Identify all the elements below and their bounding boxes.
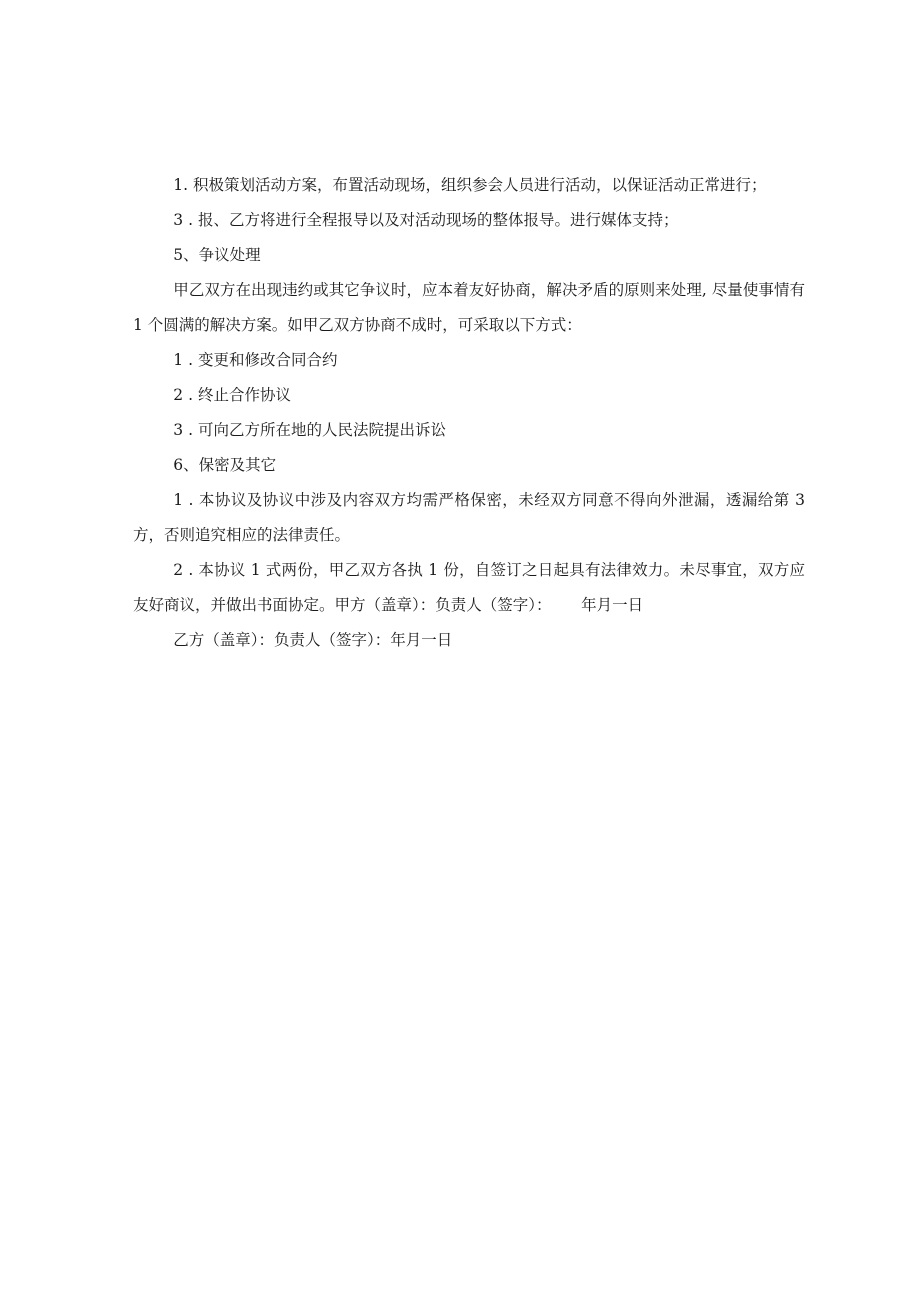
list-item-modify-contract: 1 . 变更和修改合同合约 xyxy=(173,351,338,369)
paragraph-media-report: 3 . 报、乙方将进行全程报导以及对活动现场的整体报导。进行媒体支持； xyxy=(173,211,679,229)
party-b-signature-line: 乙方（盖章）：负责人（签字）：年月一日 xyxy=(173,631,453,649)
section-heading-dispute: 5、争议处理 xyxy=(173,246,261,264)
paragraph-confidentiality: 1 . 本协议及协议中涉及内容双方均需严格保密，未经双方同意不得向外泄漏，透漏给第 3 方，否则追究相应的法律责任。 xyxy=(133,491,805,544)
paragraph-copies-and-party-a-signature: 2 . 本协议 1 式两份，甲乙双方各执 1 份，自签订之日起具有法律效力。未尽事宜，双方应友好商议，并做出书面协定。甲方（盖章）：负责人（签字）： 年月一日 xyxy=(133,561,805,614)
list-item-terminate: 2 . 终止合作协议 xyxy=(173,386,291,404)
paragraph-activity-planning: 1. 积极策划活动方案，布置活动现场，组织参会人员进行活动，以保证活动正常进行； xyxy=(173,176,767,194)
paragraph-dispute-handling: 甲乙双方在出现违约或其它争议时，应本着友好协商，解决矛盾的原则来处理, 尽量使事情有 1 个圆满的解决方案。如甲乙双方协商不成时，可采取以下方式： xyxy=(133,281,805,334)
list-item-lawsuit: 3 . 可向乙方所在地的人民法院提出诉讼 xyxy=(173,421,446,439)
document-body xyxy=(133,168,805,658)
section-heading-confidentiality: 6、保密及其它 xyxy=(173,456,277,474)
